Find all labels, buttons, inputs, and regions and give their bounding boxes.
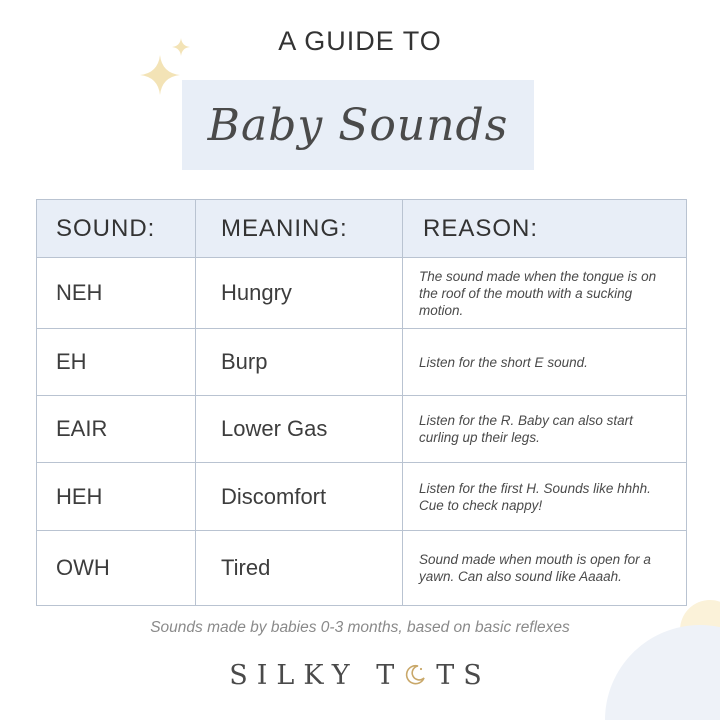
- sound-cell: [37, 258, 196, 329]
- table-row: [37, 463, 687, 531]
- column-header-sound: [37, 200, 196, 258]
- sound-text: NEH: [56, 280, 103, 305]
- reason-cell: [403, 258, 687, 329]
- reason-cell: [403, 329, 687, 396]
- column-header-reason: [403, 200, 687, 258]
- column-header-reason-label: REASON:: [423, 214, 539, 242]
- guide-title: Baby Sounds: [207, 99, 509, 151]
- reason-text: Sound made when mouth is open for a yawn. Can also sound like Aaaah.: [419, 552, 651, 584]
- column-header-sound-label: SOUND:: [56, 214, 156, 242]
- moon-icon: [403, 663, 427, 687]
- meaning-cell: [196, 258, 403, 329]
- reason-cell: [403, 396, 687, 463]
- table-row: [37, 329, 687, 396]
- reason-text: The sound made when the tongue is on the roof of the mouth with a sucking motion.: [419, 268, 657, 318]
- reason-text: Listen for the first H. Sounds like hhhh. Cue to check nappy!: [419, 480, 651, 513]
- sound-text: OWH: [56, 555, 110, 580]
- sound-cell: [37, 463, 196, 531]
- reason-text: Listen for the R. Baby can also start curling up their legs.: [419, 413, 633, 445]
- column-header-meaning-label: MEANING:: [221, 214, 348, 242]
- table-row: [37, 531, 687, 606]
- sound-cell: [37, 531, 196, 606]
- corner-cloud-decoration: [600, 590, 720, 720]
- meaning-cell: [196, 396, 403, 463]
- sound-cell: [37, 396, 196, 463]
- meaning-cell: [196, 329, 403, 396]
- column-header-meaning: [196, 200, 403, 258]
- guide-subtitle: A GUIDE TO: [278, 26, 442, 56]
- reason-cell: [403, 463, 687, 531]
- meaning-cell: [196, 531, 403, 606]
- sparkle-icon: [140, 55, 180, 95]
- table-row: [37, 258, 687, 329]
- meaning-text: Hungry: [221, 280, 292, 305]
- title-banner: [182, 80, 534, 170]
- brand-name-part1: SILKY T: [229, 660, 404, 691]
- brand-name-part2: TS: [436, 660, 491, 691]
- table-row: [37, 396, 687, 463]
- sound-text: EH: [56, 349, 87, 374]
- brand-logo: [0, 660, 720, 691]
- sound-cell: [37, 329, 196, 396]
- meaning-cell: [196, 463, 403, 531]
- sound-text: HEH: [56, 483, 103, 509]
- reason-cell: [403, 531, 687, 606]
- meaning-text: Burp: [221, 349, 268, 374]
- meaning-text: Tired: [221, 555, 271, 580]
- meaning-text: Lower Gas: [221, 416, 328, 441]
- footnote: Sounds made by babies 0-3 months, based on basic reflexes: [150, 619, 570, 636]
- baby-sounds-table: [36, 199, 687, 606]
- meaning-text: Discomfort: [221, 483, 327, 509]
- sound-text: EAIR: [56, 416, 108, 441]
- reason-text: Listen for the short E sound.: [419, 354, 588, 370]
- table-header-row: [37, 200, 687, 258]
